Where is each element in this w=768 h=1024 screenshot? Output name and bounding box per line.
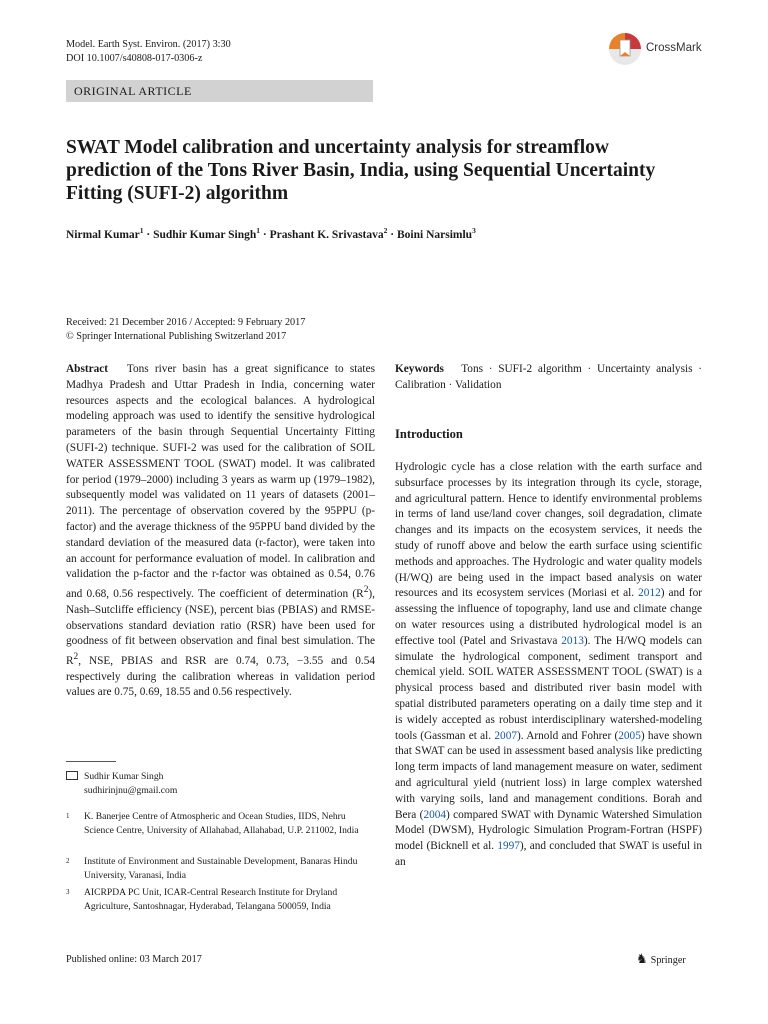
intro-text: ). The H/WQ models can simulate the hydrological component, sediment transport and chemical yield. SOIL WATER ASSESSMENT TOOL (SWAT) is a physical process based and distributed river basin model with spatial distributed parameters operating on a daily time step and it is widely accepted as robust interdisciplinary watershed-modeling tools (Gassman et al. — [395, 634, 702, 742]
intro-text: ) compared SWAT with Dynamic Watershed Simulation Model (DWSM), Hydrologic Simulation Program-Fortran (HSPF) model (Bicknell et al. — [395, 808, 702, 853]
corresponding-author-name: Sudhir Kumar Singh — [84, 771, 164, 782]
superscript: 2 — [363, 585, 369, 596]
author-separator: · — [387, 228, 397, 241]
publisher-name: Springer — [650, 955, 686, 966]
affiliation-number: 1 — [66, 812, 70, 820]
author-list — [66, 226, 706, 241]
abstract-label: Abstract — [66, 363, 109, 375]
affiliation-number: 3 — [66, 888, 70, 896]
citation-link[interactable]: 2012 — [638, 587, 661, 600]
citation-link[interactable]: 2004 — [423, 808, 447, 821]
introduction-heading: Introduction — [395, 427, 463, 441]
author-affiliation-number: 3 — [472, 226, 476, 235]
journal-line: Model. Earth Syst. Environ. (2017) 3:30 — [66, 39, 231, 50]
citation-link[interactable]: 1997 — [497, 840, 520, 853]
keywords-text: Tons · SUFI-2 algorithm · Uncertainty analysis · Calibration · Validation — [395, 363, 702, 391]
author-name[interactable]: Boini Narsimlu — [396, 228, 473, 241]
published-online: Published online: 03 March 2017 — [66, 954, 202, 965]
crossmark-icon — [608, 32, 642, 66]
intro-text: ) and for assessing the influence of topography, land use and climate change on water resources using a distributed hydrological model is an effective tool (Patel and Srivastava — [395, 587, 702, 647]
keywords — [395, 362, 702, 394]
author-affiliation-number: 1 — [139, 226, 144, 235]
footnote-divider — [66, 761, 116, 762]
abstract — [66, 362, 375, 701]
intro-text: ) have shown that SWAT can be used in assessment based analysis like predicting long term impacts of land management measure on water, sediment and agricultural yield (nutrient loss) in large complex watershed with varying soils, land and management conditions. Borah and Bera ( — [395, 729, 702, 821]
affiliation-text: K. Banerjee Centre of Atmospheric and Ocean Studies, IIDS, Nehru Science Centre, University of Allahabad, Allahabad, U.P. 211002, India — [84, 811, 359, 836]
intro-text: Hydrologic cycle has a close relation with the earth surface and subsurface processes by its integration through its cycle, storage, and agricultural pattern. Hence to identify environmental problems in terms of land use/land cover changes, soil degradation, climate changes and its impacts on the ecosystem services, it needs the study of runoff above and below the earth surface using scientific methods and approaches. The Hydrologic and water quality models (H/WQ) are being used in the impact based analysis on water resources and its ecosystem services (Moriasi et al. — [395, 461, 702, 600]
affiliation-text: Institute of Environment and Sustainable Development, Banaras Hindu University, Varanasi, India — [84, 856, 358, 881]
affiliation-number: 2 — [66, 857, 70, 865]
publisher-mark — [636, 952, 686, 967]
paper-title: SWAT Model calibration and uncertainty analysis for streamflow prediction of the Tons River Basin, India, using Sequential Uncertainty Fitting (SUFI-2) algorithm — [66, 137, 656, 204]
affiliation-text: AICRPDA PC Unit, ICAR-Central Research Institute for Dryland Agriculture, Santoshnagar, Hyderabad, Telangana 500059, India — [84, 887, 338, 912]
abstract-text-2: ), Nash–Sutcliffe efficiency (NSE), percent bias (PBIAS) and RMSE-observations standard deviation ratio (RSR) have been used for goodness of fit between observation and final best simulation. The R — [66, 587, 375, 667]
author-name[interactable]: Nirmal Kumar — [66, 228, 140, 241]
journal-citation — [66, 38, 231, 66]
envelope-icon — [66, 771, 78, 780]
author-affiliation-number: 2 — [383, 226, 388, 235]
author-affiliation-number: 1 — [256, 226, 260, 235]
superscript: 2 — [73, 652, 79, 663]
crossmark-badge[interactable] — [608, 32, 708, 66]
abstract-text-1: Tons river basin has a great significance to states Madhya Pradesh and Uttar Pradesh in India, concerning water resources aspects and the ecological balances. A hydrological modeling approach was used to identify the sensitive hydrological parameters of the basin through Sequential Uncertainty Fitting (SUFI-2) technique. SUFI-2 was used for the calibration of SOIL WATER ASSESSMENT TOOL (SWAT) model. It was calibrated for period (1979–2000) including 3 years as warm up (1979–1982), subsequently model was validated on 11 years of datasets (2001–2011). The percentage of observation covered by the 95PPU (p-factor) and the average thickness of the 95PPU band divided by the standard deviation of the measured data (r-factor), were taken into an account for performance evaluation of model. In calibration and validation the p-factor and the r-factor was obtained as 0.54, 0.76 and 0.68, 0.56 respectively. The coefficient of determination (R — [66, 363, 375, 600]
article-type-banner: ORIGINAL ARTICLE — [66, 80, 373, 102]
corresponding-author — [66, 770, 177, 797]
citation-link[interactable]: 2005 — [618, 729, 641, 742]
copyright-line: © Springer International Publishing Switzerland 2017 — [66, 331, 287, 342]
author-separator: · — [143, 228, 154, 241]
publication-dates — [66, 316, 305, 344]
intro-text: ), and concluded that SWAT is useful in an — [395, 840, 703, 868]
citation-link[interactable]: 2013 — [561, 634, 584, 647]
author-separator: · — [260, 228, 270, 241]
doi-line[interactable]: DOI 10.1007/s40808-017-0306-z — [66, 53, 203, 64]
citation-link[interactable]: 2007 — [494, 729, 517, 742]
introduction-body — [395, 460, 702, 871]
received-accepted: Received: 21 December 2016 / Accepted: 9 February 2017 — [66, 317, 306, 328]
abstract-text-3: , NSE, PBIAS and RSR are 0.74, 0.73, −3.55 and 0.54 respectively during the calibration whereas in validation period values are 0.75, 0.69, 18.55 and 0.56 respectively. — [66, 654, 375, 699]
keywords-label: Keywords — [395, 363, 444, 375]
corresponding-author-email[interactable]: sudhirinjnu@gmail.com — [84, 784, 178, 796]
author-name[interactable]: Prashant K. Srivastava — [269, 228, 384, 241]
author-name[interactable]: Sudhir Kumar Singh — [153, 228, 257, 241]
intro-text: ). Arnold and Fohrer ( — [516, 729, 619, 742]
springer-horse-icon: ♞ — [636, 952, 648, 967]
crossmark-label: CrossMark — [646, 42, 702, 54]
